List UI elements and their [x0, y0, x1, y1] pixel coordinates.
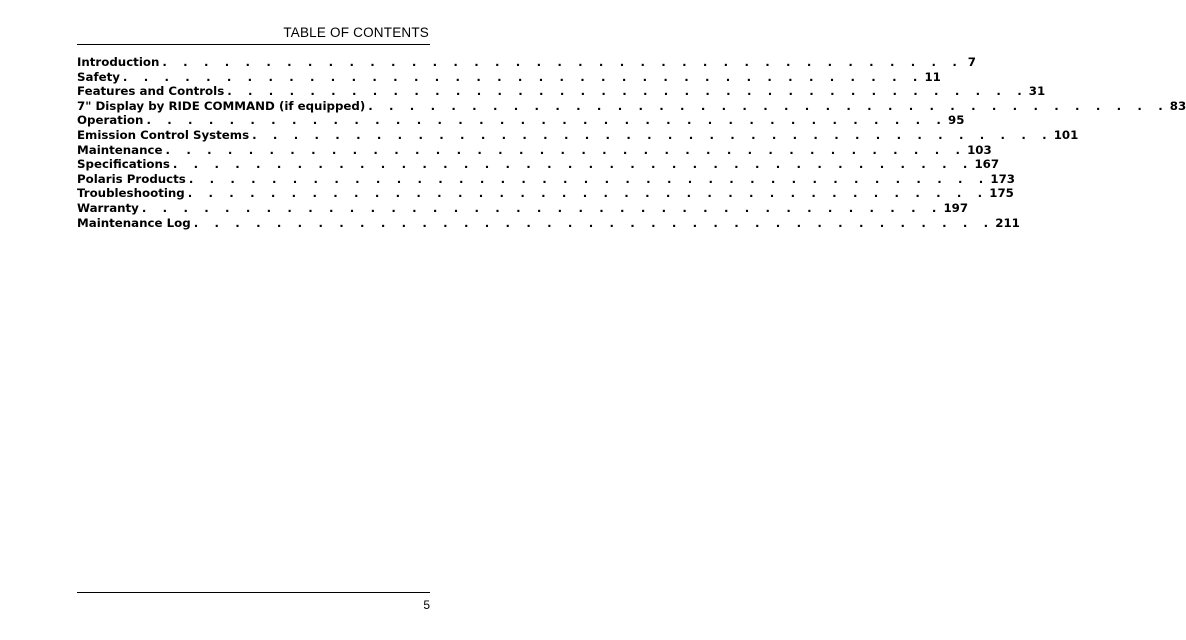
toc-entry-page: 7 [967, 55, 976, 69]
toc-entry-label: Warranty [77, 200, 139, 215]
page-number: 5 [423, 598, 430, 612]
toc-dot-leader: . . . . . . . . . . . . . . . . . . . . . . . . . . . . . . . . . . . . . . . [172, 157, 974, 172]
toc-entry-label: Operation [77, 113, 144, 128]
toc-dot-leader: . . . . . . . . . . . . . . . . . . . . . . . . . . . . . . . . . . . . . . . [227, 84, 1028, 99]
toc-entry-page: 11 [924, 69, 941, 84]
toc-entry[interactable] [77, 113, 965, 128]
toc-entry-label: Introduction [77, 55, 160, 69]
toc-entry-page: 175 [989, 186, 1014, 201]
toc-entry-label: Features and Controls [77, 84, 225, 99]
toc-entry-label: Specifications [77, 157, 170, 172]
toc-entry-label: Maintenance Log [77, 215, 191, 230]
toc-entry-page: 101 [1053, 127, 1079, 142]
toc-entry[interactable] [77, 171, 1015, 187]
toc-entry-label: Troubleshooting [77, 186, 185, 201]
toc-entry[interactable] [77, 55, 976, 70]
toc-entry[interactable] [77, 186, 1014, 201]
toc-entry-label: 7" Display by RIDE COMMAND (if equipped) [77, 98, 366, 113]
toc-entry[interactable] [77, 127, 1079, 143]
toc-entry[interactable] [77, 142, 992, 158]
toc-entry-label: Safety [77, 69, 120, 84]
toc-dot-leader: . . . . . . . . . . . . . . . . . . . . . . . . . . . . . . . . . . . . . . . [193, 215, 995, 230]
toc-dot-leader: . . . . . . . . . . . . . . . . . . . . . . . . . . . . . . . . . . . . . . . [368, 98, 1169, 113]
header-divider [77, 44, 430, 45]
footer-divider [77, 592, 430, 593]
toc-dot-leader: . . . . . . . . . . . . . . . . . . . . . . . . . . . . . . . . . . . . . . . [122, 69, 924, 84]
toc-entry-page: 197 [943, 200, 969, 215]
toc-entry-page: 103 [967, 142, 992, 157]
toc-entry[interactable] [77, 84, 1046, 99]
toc-dot-leader: . . . . . . . . . . . . . . . . . . . . . . . . . . . . . . . . . . . . . . . [252, 127, 1053, 142]
toc-entry[interactable] [77, 69, 941, 85]
toc-entry-page: 173 [990, 171, 1015, 186]
toc-entry[interactable] [77, 98, 1186, 114]
toc-entry-label: Emission Control Systems [77, 127, 250, 142]
toc-dot-leader: . . . . . . . . . . . . . . . . . . . . . . . . . . . . . . . . . . . . . . . [165, 142, 967, 157]
toc-entry[interactable] [77, 200, 969, 216]
toc-entry-page: 167 [974, 157, 1000, 172]
toc-entry[interactable] [77, 157, 1000, 172]
toc-entry-page: 95 [948, 113, 965, 128]
toc-entry[interactable] [77, 215, 1020, 231]
toc-dot-leader: . . . . . . . . . . . . . . . . . . . . . . . . . . . . . . . . . . . . . . . [162, 55, 963, 69]
toc-entry-page: 31 [1028, 84, 1046, 99]
table-of-contents [77, 55, 1186, 230]
toc-dot-leader: . . . . . . . . . . . . . . . . . . . . . . . . . . . . . . . . . . . . . . . [188, 171, 990, 186]
toc-entry-page: 83 [1169, 98, 1186, 113]
toc-dot-leader: . . . . . . . . . . . . . . . . . . . . . . . . . . . . . . . . . . . . . . . [146, 113, 947, 128]
toc-entry-page: 211 [995, 215, 1020, 230]
toc-entry-label: Maintenance [77, 142, 163, 157]
toc-entry-label: Polaris Products [77, 171, 186, 186]
page-title: TABLE OF CONTENTS [283, 25, 429, 40]
toc-dot-leader: . . . . . . . . . . . . . . . . . . . . . . . . . . . . . . . . . . . . . . . [187, 186, 989, 201]
toc-dot-leader: . . . . . . . . . . . . . . . . . . . . . . . . . . . . . . . . . . . . . . . [141, 200, 943, 215]
